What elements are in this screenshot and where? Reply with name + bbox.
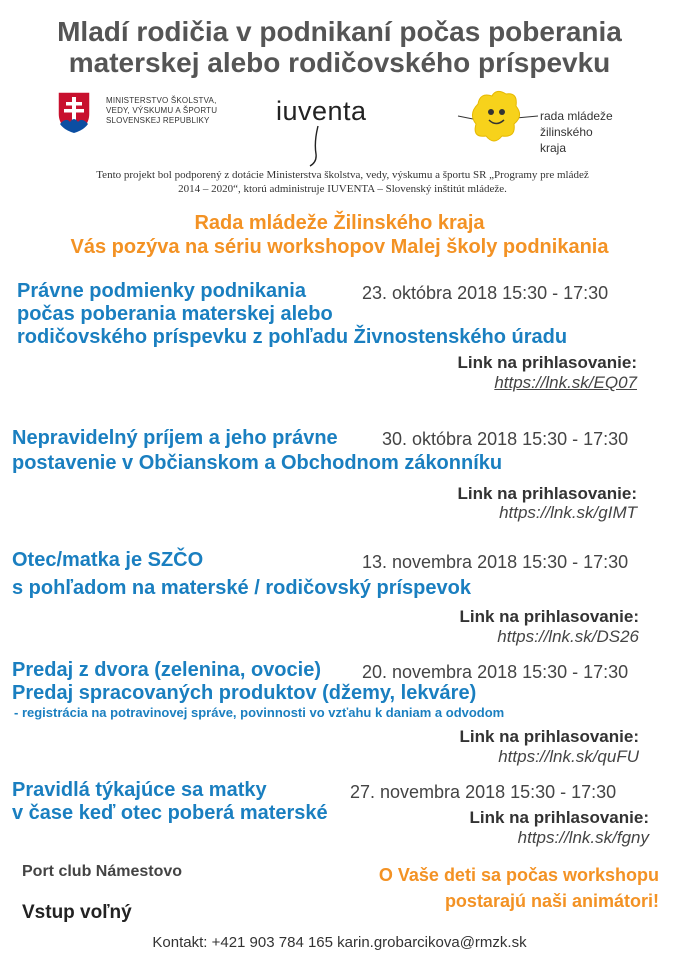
- workshop-3-date: 13. novembra 2018 15:30 - 17:30: [362, 552, 629, 572]
- workshop-1-title-line3: rodičovského príspevku z pohľadu Živnostenského úradu: [17, 326, 568, 348]
- rada-mladeze-logo: [456, 86, 616, 155]
- workshop-3-title-line1: Otec/matka je SZČO: [12, 549, 204, 571]
- ministry-logo: [52, 90, 242, 140]
- invite-line2: Vás pozýva na sériu workshopov Malej školy podnikania: [70, 236, 609, 258]
- kids-care-note: [379, 862, 659, 914]
- support-line1: Tento projekt bol podporený z dotácie Ministerstva školstva, vedy, výskumu a športu SR „Programy pre mládež: [96, 169, 589, 181]
- workshop-3-link-label: Link na prihlasovanie:: [459, 607, 639, 626]
- rada-name-line1: rada mládeže: [540, 109, 613, 123]
- workshop-5-title-line1: Pravidlá týkajúce sa matky: [12, 779, 267, 801]
- workshop-4-link-label: Link na prihlasovanie:: [459, 727, 639, 746]
- page-title-line1: Mladí rodičia v podnikaní počas poberania: [57, 16, 622, 47]
- workshop-5-date: 27. novembra 2018 15:30 - 17:30: [350, 782, 617, 802]
- entry-label: Vstup voľný: [22, 902, 132, 923]
- workshop-3-title-line2: s pohľadom na materské / rodičovský príspevok: [12, 577, 471, 599]
- workshop-4-title-line2: Predaj spracovaných produktov (džemy, lekváre): [12, 682, 477, 704]
- support-note: [50, 168, 635, 196]
- workshop-1-title-line1: Právne podmienky podnikania: [17, 280, 306, 302]
- workshop-4-link[interactable]: https://lnk.sk/quFU: [498, 747, 639, 766]
- workshop-1-date: 23. októbra 2018 15:30 - 17:30: [362, 283, 609, 303]
- iuventa-logo: iuventa: [276, 96, 367, 126]
- workshop-1-title-line2: počas poberania materskej alebo: [17, 303, 333, 325]
- invite-line1: Rada mládeže Žilinského kraja: [194, 212, 485, 234]
- workshop-2-link[interactable]: https://lnk.sk/gIMT: [499, 503, 637, 522]
- workshop-1-link[interactable]: https://lnk.sk/EQ07: [494, 373, 637, 392]
- workshop-3-link[interactable]: https://lnk.sk/DS26: [497, 627, 639, 646]
- workshop-1-link-label: Link na prihlasovanie:: [457, 353, 637, 372]
- workshop-4-title-line1: Predaj z dvora (zelenina, ovocie): [12, 659, 321, 681]
- kids-care-line2: postarajú naši animátori!: [444, 891, 659, 911]
- kids-care-line1: O Vaše deti sa počas workshopu: [378, 865, 659, 885]
- ministry-name-line2: VEDY, VÝSKUMU A ŠPORTU: [106, 106, 218, 115]
- page-title-line2: materskej alebo rodičovského príspevku: [68, 47, 611, 78]
- ministry-name-line1: MINISTERSTVO ŠKOLSTVA,: [106, 96, 217, 105]
- workshop-5-link[interactable]: https://lnk.sk/fgny: [517, 828, 649, 847]
- workshop-2-link-label: Link na prihlasovanie:: [457, 484, 637, 503]
- workshop-2-title-line1: Nepravidelný príjem a jeho právne: [12, 427, 338, 449]
- sun-mascot-icon: [456, 86, 540, 148]
- workshop-5-title-line2: v čase keď otec poberá materské: [12, 802, 328, 824]
- ministry-name-line3: SLOVENSKEJ REPUBLIKY: [106, 116, 210, 125]
- support-line2: 2014 – 2020“, ktorú administruje IUVENTA – Slovenský inštitút mládeže.: [178, 183, 507, 195]
- contact-line: Kontakt: +421 903 784 165 karin.grobarcikova@rmzk.sk: [152, 934, 527, 951]
- iuventa-swoosh-icon: [304, 124, 324, 168]
- workshop-2-title-line2: postavenie v Občianskom a Obchodnom zákonníku: [12, 452, 503, 474]
- rada-name-line2: žilinského kraja: [540, 125, 593, 155]
- workshop-4-note: - registrácia na potravinovej správe, povinnosti vo vzťahu k daniam a odvodom: [14, 705, 505, 720]
- workshop-2-date: 30. októbra 2018 15:30 - 17:30: [382, 429, 629, 449]
- workshop-5-link-label: Link na prihlasovanie:: [469, 808, 649, 827]
- slovak-crest-icon: [56, 90, 92, 134]
- venue-label: Port club Námestovo: [22, 863, 183, 880]
- workshop-4-date: 20. novembra 2018 15:30 - 17:30: [362, 662, 629, 682]
